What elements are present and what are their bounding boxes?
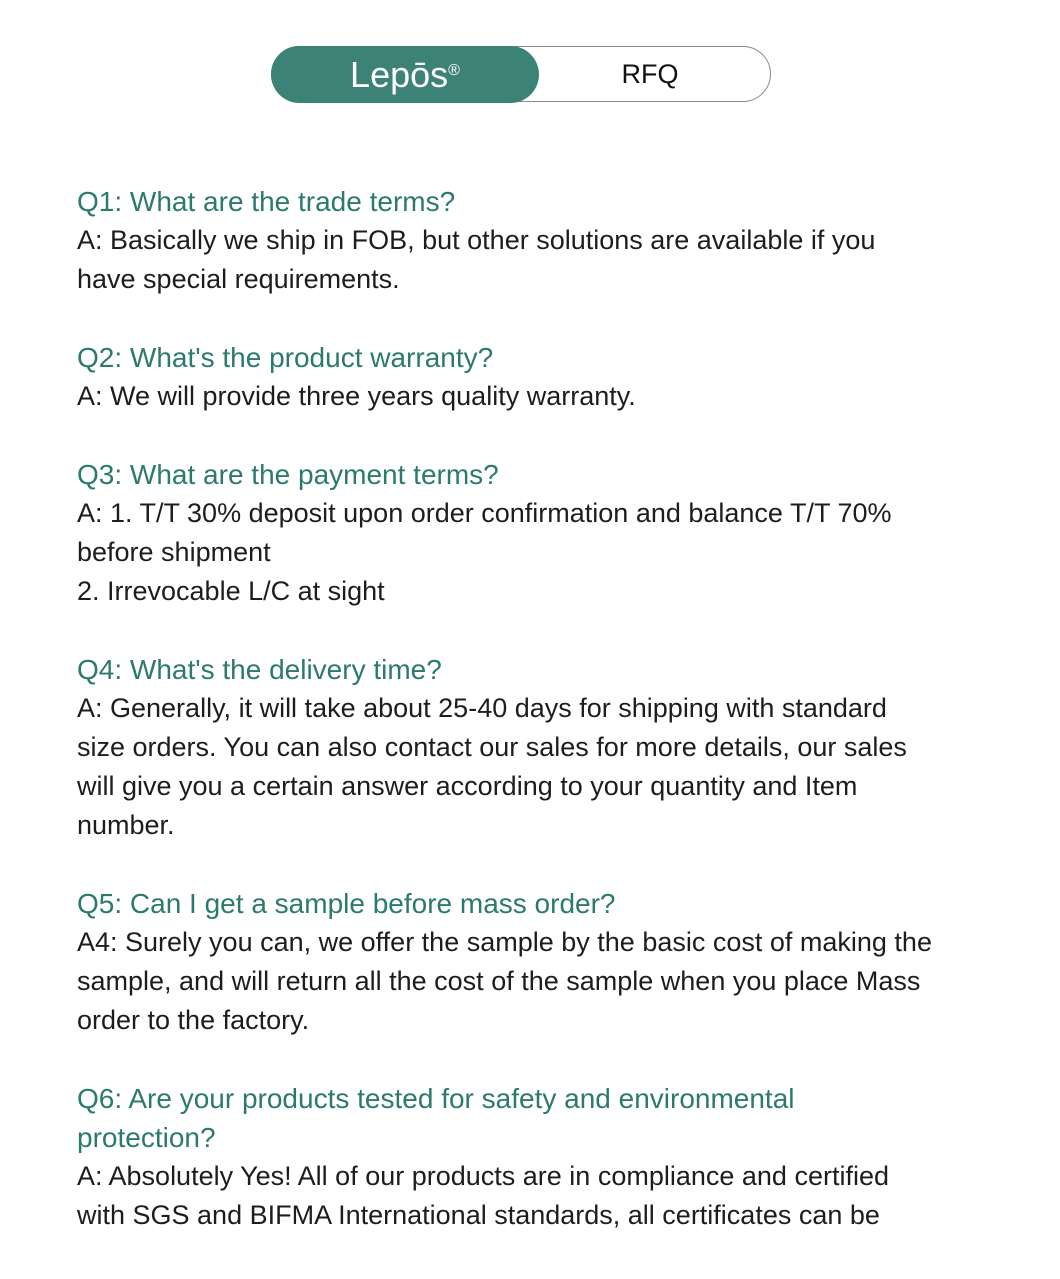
faq-answer: will give you a certain answer according to your quantity and Item xyxy=(77,771,858,801)
faq-answer: A: We will provide three years quality warranty. xyxy=(77,381,636,411)
faq-question: Q6: Are your products tested for safety and environmental xyxy=(77,1083,795,1114)
brand-name: Lepōs xyxy=(350,53,449,95)
faq-answer: size orders. You can also contact our sales for more details, our sales xyxy=(77,732,907,762)
faq-item xyxy=(77,884,1047,1040)
faq-item xyxy=(77,182,1047,299)
faq-answer: A: Absolutely Yes! All of our products are in compliance and certified xyxy=(77,1161,889,1191)
faq-answer: A: Generally, it will take about 25-40 days for shipping with standard xyxy=(77,693,887,723)
faq-list xyxy=(77,182,1047,1274)
faq-item xyxy=(77,650,1047,845)
registered-mark: ® xyxy=(448,61,460,79)
faq-answer: before shipment xyxy=(77,537,271,567)
faq-answer: A: Basically we ship in FOB, but other solutions are available if you xyxy=(77,225,876,255)
faq-answer: with SGS and BIFMA International standards, all certificates can be xyxy=(77,1200,880,1230)
faq-answer: order to the factory. xyxy=(77,1005,310,1035)
rfq-button[interactable]: RFQ xyxy=(621,59,679,89)
faq-answer: 2. Irrevocable L/C at sight xyxy=(77,576,385,606)
faq-answer: A: 1. T/T 30% deposit upon order confirmation and balance T/T 70% xyxy=(77,498,892,528)
faq-question: Q2: What's the product warranty? xyxy=(77,342,494,373)
faq-answer: have special requirements. xyxy=(77,264,400,294)
brand-logo[interactable] xyxy=(271,46,539,103)
faq-item xyxy=(77,455,1047,611)
faq-question: Q3: What are the payment terms? xyxy=(77,459,499,490)
faq-item xyxy=(77,1079,1047,1235)
faq-answer: A4: Surely you can, we offer the sample by the basic cost of making the xyxy=(77,927,932,957)
faq-question: Q1: What are the trade terms? xyxy=(77,186,456,217)
faq-item xyxy=(77,338,1047,416)
faq-answer: sample, and will return all the cost of the sample when you place Mass xyxy=(77,966,921,996)
faq-question: Q5: Can I get a sample before mass order? xyxy=(77,888,616,919)
faq-answer: number. xyxy=(77,810,175,840)
faq-question: Q4: What's the delivery time? xyxy=(77,654,442,685)
faq-question: protection? xyxy=(77,1122,216,1153)
